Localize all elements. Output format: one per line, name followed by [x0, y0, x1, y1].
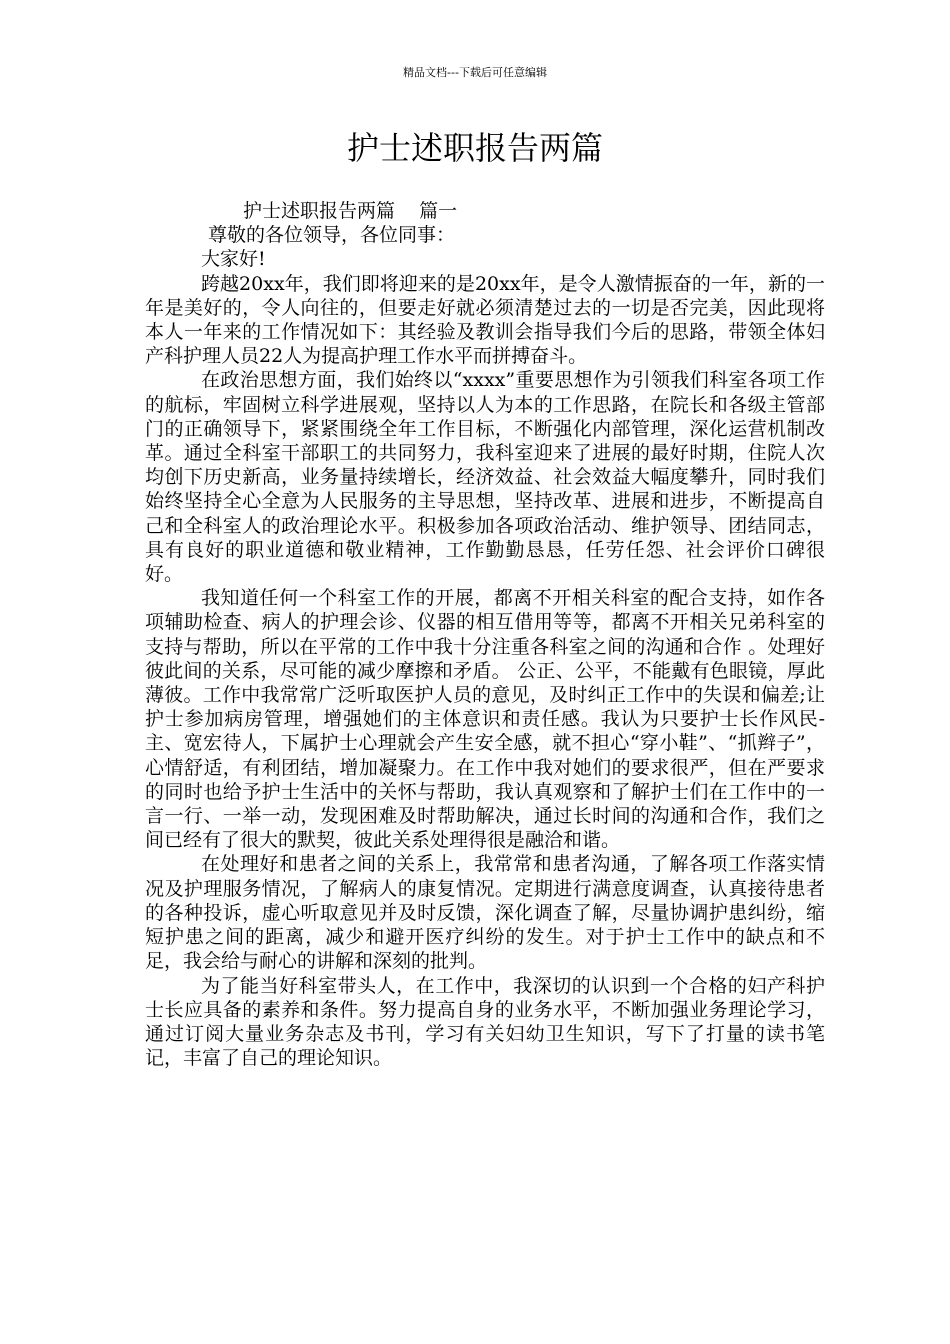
document-subtitle: 护士述职报告两篇 篇一 — [243, 200, 458, 222]
paragraph-intro: 跨越20xx年，我们即将迎来的是20xx年，是令人激情振奋的一年，新的一年是美好的，令人向往的，但要走好就必须清楚过去的一切是否完美，因此现将本人一年来的工作情况如下：其经验及教训会指导我们今后的思路，带领全体妇产科护理人员22人为提高护理工作水平而拼搏奋斗。 — [145, 272, 825, 368]
paragraph-political-thought: 在政治思想方面，我们始终以“xxxx”重要思想作为引领我们科室各项工作的航标，牢固树立科学进展观，坚持以人为本的工作思路，在院长和各级主管部门的正确领导下，紧紧围绕全年工作目标，不断强化内部管理，深化运营机制改革。通过全科室干部职工的共同努力，我科室迎来了进展的最好时期，住院人次均创下历史新高，业务量持续增长，经济效益、社会效益大幅度攀升，同时我们始终坚持全心全意为人民服务的主导思想，坚持改革、进展和进步，不断提高自己和全科室人的政治理论水平。积极参加各项政治活动、维护领导、团结同志，具有良好的职业道德和敬业精神，工作勤勤恳恳，任劳任怨、社会评价口碑很好。 — [145, 369, 825, 586]
document-title: 护士述职报告两篇 — [346, 129, 603, 167]
salutation: 尊敬的各位领导，各位同事： — [208, 224, 456, 247]
greeting: 大家好! — [201, 248, 266, 271]
paragraph-self-improvement: 为了能当好科室带头人，在工作中，我深切的认识到一个合格的妇产科护士长应具备的素养和条件。努力提高自身的业务水平，不断加强业务理论学习，通过订阅大量业务杂志及书刊，学习有关妇幼卫生知识，写下了打量的读书笔记，丰富了自己的理论知识。 — [145, 974, 825, 1070]
paragraph-cooperation: 我知道任何一个科室工作的开展，都离不开相关科室的配合支持，如作各项辅助检查、病人的护理会诊、仪器的相互借用等等，都离不开相关兄弟科室的支持与帮助，所以在平常的工作中我十分注重各科室之间的沟通和合作 。处理好彼此间的关系，尽可能的减少摩擦和矛盾。 公正、公平，不能戴有色眼镜，厚此薄彼。工作中我常常广泛听取医护人员的意见，及时纠正工作中的失误和偏差;让护士参加病房管理，增强她们的主体意识和责任感。我认为只要护士长作风民-主、宽宏待人，下属护士心理就会产生安全感，就不担心“穿小鞋”、“抓辫子”，心情舒适，有利团结，增加凝聚力。在工作中我对她们的要求很严，但在严要求的同时也给予护士生活中的关怀与帮助，我认真观察和了解护士们在工作中的一言一行、一举一动，发现困难及时帮助解决，通过长时间的沟通和合作，我们之间已经有了很大的默契，彼此关系处理得很是融洽和谐。 — [145, 587, 825, 852]
document-body — [145, 199, 825, 1070]
paragraph-patient-relations: 在处理好和患者之间的关系上，我常常和患者沟通，了解各项工作落实情况及护理服务情况，了解病人的康复情况。定期进行满意度调查，认真接待患者的各种投诉，虚心听取意见并及时反馈，深化调查了解，尽量协调护患纠纷，缩短护患之间的距离，减少和避开医疗纠纷的发生。对于护士工作中的缺点和不足，我会给与耐心的讲解和深刻的批判。 — [145, 853, 825, 973]
header-note: 精品文档---下载后可任意编辑 — [403, 66, 547, 79]
